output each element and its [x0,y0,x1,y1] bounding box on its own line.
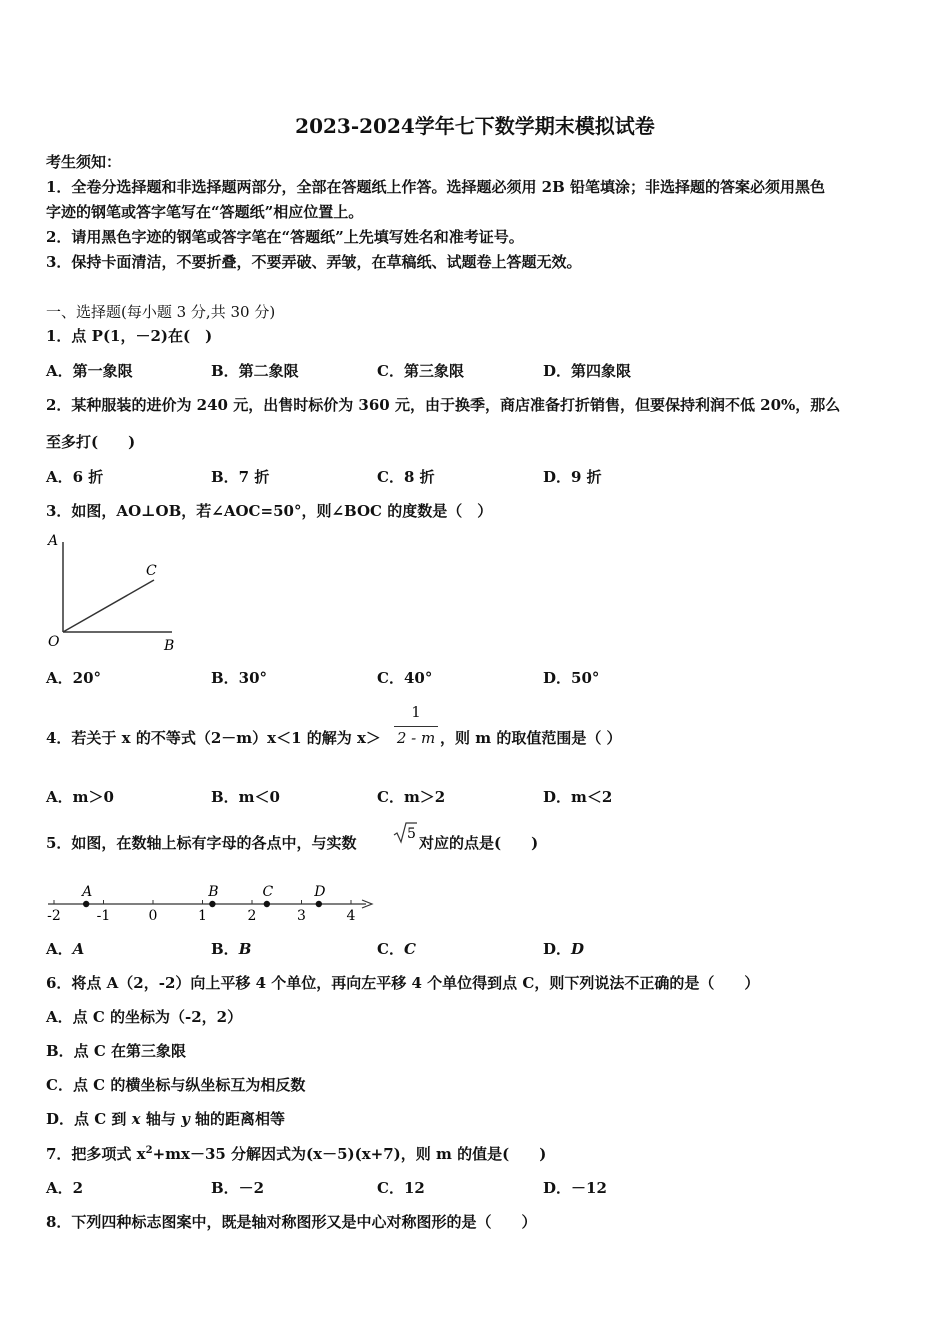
fraction-numerator: 1 [411,703,421,721]
question-6-option-d-mid: 轴与 [145,1110,176,1128]
question-4-option-b: B．m＜0 [211,788,280,806]
question-6-option-d-post: 轴的距离相等 [195,1110,286,1128]
label-c: C [146,563,157,579]
point-label-a: A [82,884,93,900]
question-5-option-c-prefix: C． [377,940,404,958]
question-5-option-a-prefix: A． [46,940,73,958]
question-6-option-a: A．点 C 的坐标为（-2，2） [46,1008,243,1026]
point-a [83,901,89,907]
question-3-option-d: D．50° [543,669,600,687]
fraction-denominator: 2 - m [396,729,436,747]
point-c [264,901,270,907]
question-6-option-b: B．点 C 在第三象限 [46,1042,187,1060]
tick-label: 0 [148,908,158,924]
point-b [209,901,215,907]
question-1-option-c: C．第三象限 [377,362,464,380]
question-5-stem-post: 对应的点是( ) [419,834,539,852]
question-4-stem-post: ，则 m 的取值范围是（ ） [440,729,622,747]
question-1-option-a: A．第一象限 [46,362,133,380]
question-4-option-d: D．m＜2 [543,788,613,806]
notice-line-3: 3．保持卡面清洁，不要折叠，不要弄破、弄皱，在草稿纸、试题卷上答题无效。 [46,253,582,271]
tick-label: 2 [247,908,257,924]
question-7-stem [46,1144,546,1164]
question-6-option-c: C．点 C 的横坐标与纵坐标互为相反数 [46,1076,306,1094]
fraction-bar [394,726,438,727]
question-5-option-b: B [238,940,252,958]
question-2-stem-cont: 至多打( ) [46,433,136,451]
notice-line-2: 2．请用黑色字迹的钢笔或答字笔在“答题纸”上先填写姓名和准考证号。 [46,228,524,246]
question-2-option-c: C．8 折 [377,468,435,486]
question-6-option-d [46,1109,285,1129]
notice-line-1b: 字迹的钢笔或答字笔写在“答题纸”相应位置上。 [46,203,364,221]
question-2-stem: 2．某种服装的进价为 240 元，出售时标价为 360 元，由于换季，商店准备打折销售，但要保持利润不低 20%，那么 [46,396,841,414]
question-5-option-c: C [403,940,416,958]
question-7-stem-post: +mx－35 分解因式为(x－5)(x+7)，则 m 的值是( ) [152,1145,547,1163]
question-4-option-a: A．m＞0 [46,788,114,806]
question-4-stem: 4．若关于 x 的不等式（2－m）x＜1 的解为 x＞ [46,729,381,747]
ray-oc [63,580,154,632]
question-6-stem: 6．将点 A（2，-2）向上平移 4 个单位，再向左平移 4 个单位得到点 C，则下列说法不正确的是（ ） [46,974,760,992]
tick-label: 1 [198,908,207,924]
question-5-option-d-prefix: D． [543,940,572,958]
tick-label: -2 [47,908,61,924]
question-2-option-d: D．9 折 [543,468,602,486]
question-5-stem: 5．如图，在数轴上标有字母的各点中，与实数 [46,834,357,852]
label-o: O [48,634,60,650]
question-7-stem-pre: 7．把多项式 x [46,1145,146,1163]
point-label-c: C [262,884,274,900]
number-line [40,874,380,930]
question-2-option-b: B．7 折 [211,468,270,486]
label-b: B [164,638,175,654]
point-d [316,901,322,907]
question-1-stem: 1．点 P(1，－2)在( ) [46,327,213,345]
question-5-option-a: A [72,940,85,958]
question-1-option-d: D．第四象限 [543,362,632,380]
page-title: 2023-2024学年七下数学期末模拟试卷 [295,114,655,138]
question-7-option-a: A．2 [46,1179,84,1197]
tick-label: 4 [346,908,356,924]
question-2-option-a: A．6 折 [46,468,104,486]
notice-heading: 考生须知： [46,153,122,171]
var-y: y [181,1110,190,1128]
angle-figure [40,528,190,658]
question-7-option-d: D．－12 [543,1179,607,1197]
question-3-stem: 3．如图，AO⊥OB，若∠AOC=50°，则∠BOC 的度数是（ ） [46,502,493,520]
question-6-option-d-pre: D．点 C 到 [46,1110,127,1128]
question-4-option-c: C．m＞2 [377,788,446,806]
point-label-d: D [314,884,326,900]
tick-label: 3 [297,908,306,924]
question-7-option-b: B．－2 [211,1179,265,1197]
sqrt-radicand: 5 [407,826,416,842]
point-label-b: B [208,884,219,900]
question-7-option-c: C．12 [377,1179,425,1197]
notice-line-1a: 1．全卷分选择题和非选择题两部分，全部在答题纸上作答。选择题必须用 2B 铅笔填涂；非选择题的答案必须用黑色 [46,178,826,196]
section-heading: 一、选择题(每小题 3 分,共 30 分) [46,303,276,321]
question-5-option-b-prefix: B． [211,940,239,958]
exponent: 2 [145,1145,153,1156]
var-x: x [131,1110,141,1128]
sqrt-five [392,820,418,846]
question-5-option-d: D [571,940,585,958]
question-3-option-a: A．20° [46,669,102,687]
question-8-stem: 8．下列四种标志图案中，既是轴对称图形又是中心对称图形的是（ ） [46,1213,537,1231]
tick-label: -1 [96,908,111,924]
question-3-option-c: C．40° [377,669,433,687]
label-a: A [48,533,59,549]
question-3-option-b: B．30° [211,669,268,687]
question-1-option-b: B．第二象限 [211,362,299,380]
